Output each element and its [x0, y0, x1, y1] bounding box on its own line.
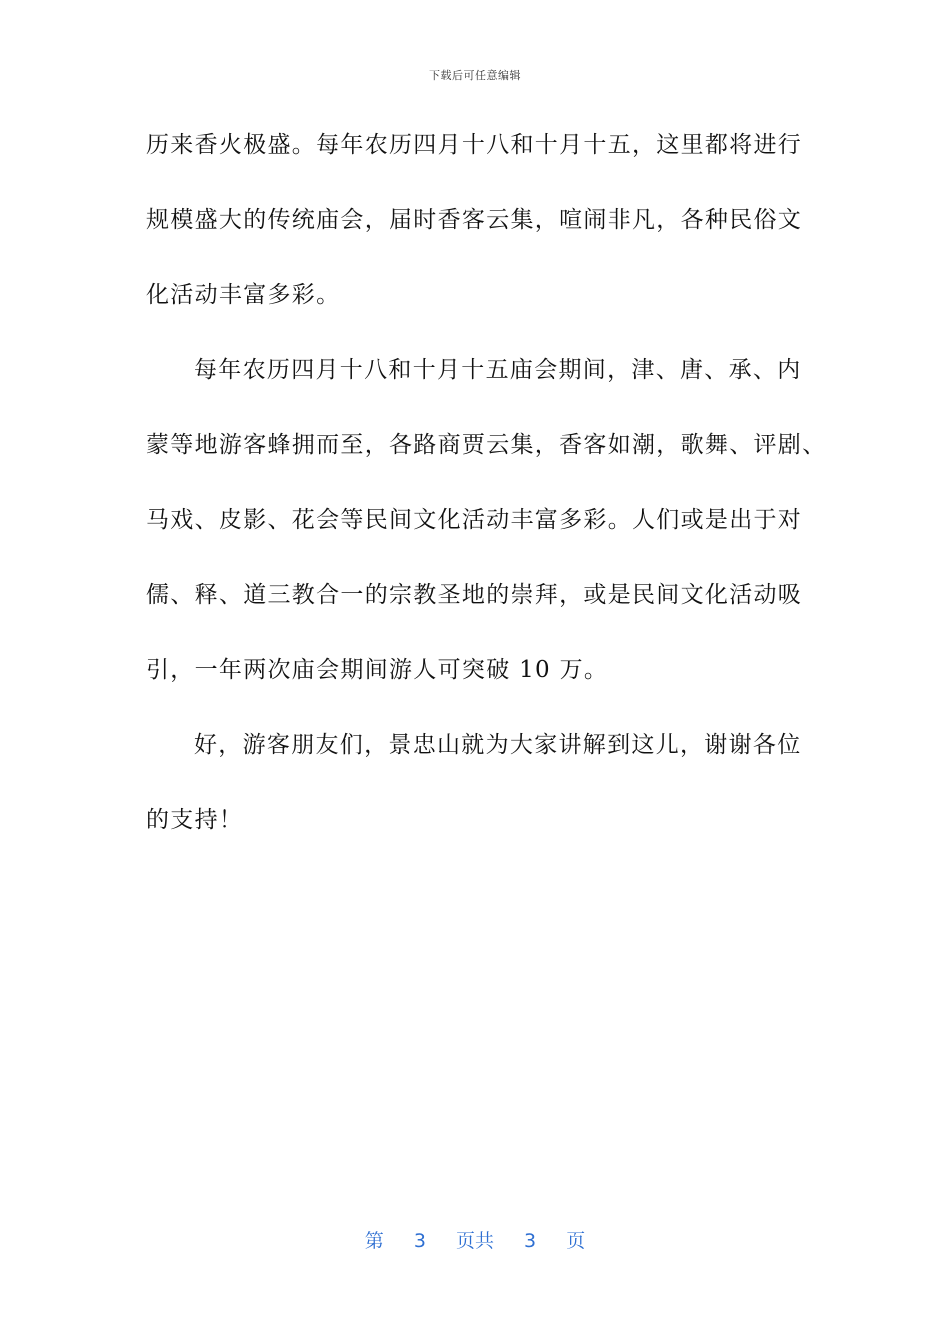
paragraph-line: 化活动丰富多彩。 [146, 282, 341, 308]
footer-end-label: 页 [566, 1230, 586, 1252]
paragraph-line: 马戏、皮影、花会等民间文化活动丰富多彩。人们或是出于对 [146, 507, 803, 533]
paragraph-line: 蒙等地游客蜂拥而至，各路商贾云集，香客如潮，歌舞、评剧、 [146, 432, 827, 458]
footer-current-page: 3 [413, 1230, 426, 1252]
page-footer [0, 1226, 950, 1253]
paragraph-line: 好，游客朋友们，景忠山就为大家讲解到这儿，谢谢各位 [194, 732, 802, 758]
footer-page-label: 第 [364, 1230, 384, 1252]
paragraph-line: 的支持！ [146, 807, 244, 833]
page-header-note: 下载后可任意编辑 [429, 69, 521, 82]
paragraph-line: 引，一年两次庙会期间游人可突破 10 万。 [146, 657, 609, 683]
paragraph-line: 每年农历四月十八和十月十五庙会期间，津、唐、承、内 [194, 357, 802, 383]
paragraph-line: 儒、释、道三教合一的宗教圣地的崇拜，或是民间文化活动吸 [146, 582, 803, 608]
paragraph-line: 历来香火极盛。每年农历四月十八和十月十五，这里都将进行 [146, 132, 803, 158]
paragraph-line: 规模盛大的传统庙会，届时香客云集，喧闹非凡，各种民俗文 [146, 207, 803, 233]
footer-total-pages: 3 [524, 1230, 537, 1252]
footer-page-total-label: 页共 [455, 1230, 494, 1252]
